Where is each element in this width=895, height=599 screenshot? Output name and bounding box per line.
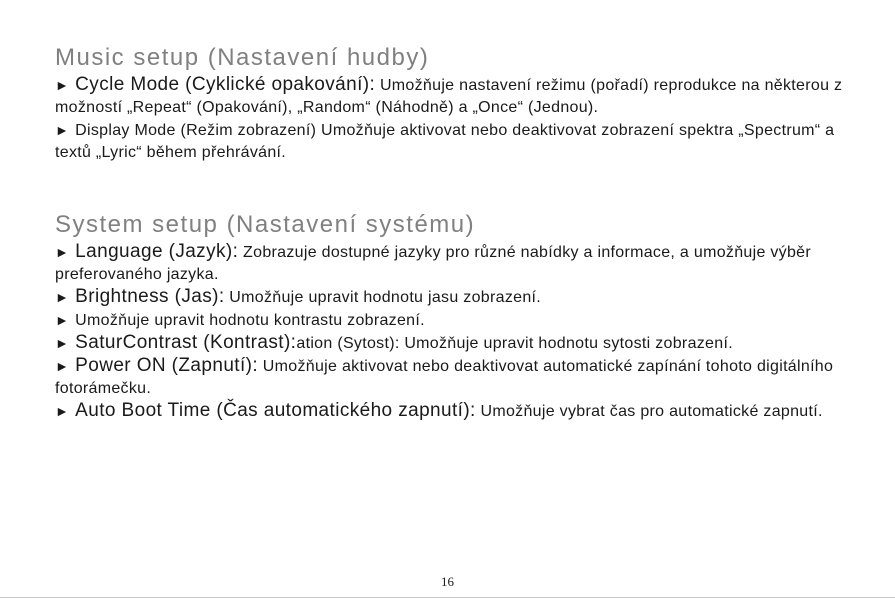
saturation-paragraph xyxy=(55,332,845,355)
contrast-description: Umožňuje upravit hodnotu kontrastu zobrazení. xyxy=(75,312,425,329)
cycle-mode-description: Umožňuje nastavení režimu (pořadí) reprodukce na některou z možností „Repeat“ (Opakování), „Random“ (Náhodně) a „Once“ (Jednou). xyxy=(55,77,843,116)
bottom-divider xyxy=(0,597,895,598)
brightness-paragraph xyxy=(55,286,845,309)
saturation-description: ation (Sytost): Umožňuje upravit hodnotu sytosti zobrazení. xyxy=(296,335,733,352)
display-mode-description: Display Mode (Režim zobrazení) Umožňuje aktivovat nebo deaktivovat zobrazení spektra „Spectrum“ a textů „Lyric“ během přehrávání. xyxy=(55,122,835,161)
power-on-paragraph xyxy=(55,355,845,400)
power-on-term: Power ON (Zapnutí): xyxy=(75,355,259,376)
bullet-arrow-icon: ► xyxy=(55,122,70,138)
power-on-description: Umožňuje aktivovat nebo deaktivovat automatické zapínání tohoto digitálního fotorámečku. xyxy=(55,358,834,397)
brightness-term: Brightness (Jas): xyxy=(75,286,225,307)
bullet-arrow-icon: ► xyxy=(55,358,70,374)
contrast-paragraph xyxy=(55,309,845,332)
language-description: Zobrazuje dostupné jazyky pro různé nabídky a informace, a umožňuje výběr preferovaného jazyka. xyxy=(55,244,812,283)
page-number: 16 xyxy=(441,574,454,589)
saturation-term: SaturContrast (Kontrast): xyxy=(75,332,297,353)
music-setup-heading: Music setup (Nastavení hudby) xyxy=(55,44,430,71)
bullet-arrow-icon: ► xyxy=(55,312,70,328)
auto-boot-description: Umožňuje vybrat čas pro automatické zapnutí. xyxy=(475,403,823,420)
page-content xyxy=(55,44,845,423)
auto-boot-paragraph xyxy=(55,400,845,423)
language-term: Language (Jazyk): xyxy=(75,241,239,262)
language-paragraph xyxy=(55,241,845,286)
bullet-arrow-icon: ► xyxy=(55,403,70,419)
system-setup-heading: System setup (Nastavení systému) xyxy=(55,211,476,238)
cycle-mode-paragraph xyxy=(55,74,845,119)
brightness-description: Umožňuje upravit hodnotu jasu zobrazení. xyxy=(224,289,542,306)
cycle-mode-term: Cycle Mode (Cyklické opakování): xyxy=(75,74,376,95)
bullet-arrow-icon: ► xyxy=(55,244,70,260)
bullet-arrow-icon: ► xyxy=(55,335,70,351)
auto-boot-term: Auto Boot Time (Čas automatického zapnutí): xyxy=(75,400,476,421)
bullet-arrow-icon: ► xyxy=(55,77,70,93)
bullet-arrow-icon: ► xyxy=(55,289,70,305)
display-mode-paragraph xyxy=(55,119,845,164)
